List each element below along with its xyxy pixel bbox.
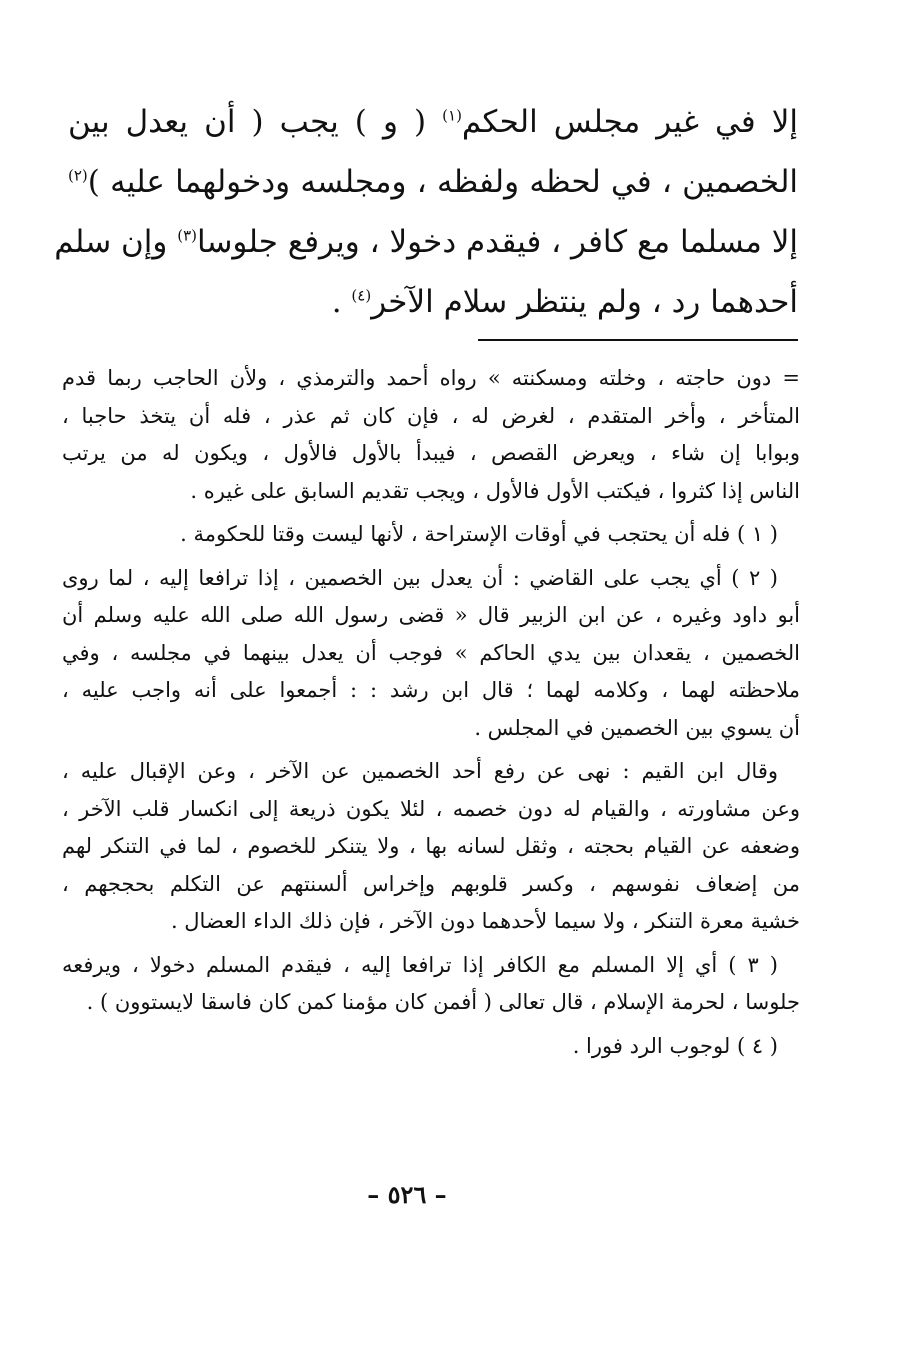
- page-number: – ٥٢٦ –: [367, 1180, 447, 1209]
- footnote-line: المتأخر ، وأخر المتقدم ، لغرض له ، فإن كان ثم عذر ، فله أن يتخذ حاجبا ،: [62, 403, 800, 428]
- footnote-line: من إضعاف نفوسهم ، وكسر قلوبهم وإخراس ألسنتهم عن التكلم بحججهم ،: [62, 871, 800, 896]
- footnote-continuation: [62, 360, 800, 510]
- footnote-line: ( ٣ ) أي إلا المسلم مع الكافر إذا ترافعا إليه ، فيقدم المسلم دخولا ، ويرفعه: [62, 952, 778, 977]
- footnote-line: وعن مشاورته ، والقيام له دون خصمه ، لئلا يكون ذريعة إلى انكسار قلب الآخر ،: [62, 796, 800, 821]
- footnote-marker-3: (٣): [177, 226, 198, 245]
- footnote-line: أبو داود وغيره ، عن ابن الزبير قال « قضى رسول الله صلى الله عليه وسلم أن: [62, 603, 800, 627]
- footnote-marker-2: (٢): [68, 166, 88, 185]
- footnote-line: ملاحظته لهما ، وكلامه لهما ؛ قال ابن رشد : : أجمعوا على أنه واجب عليه ،: [62, 678, 800, 702]
- footnote-line: الناس إذا كثروا ، فيكتب الأول فالأول ، ويجب تقديم السابق على غيره .: [190, 478, 800, 503]
- main-text-block: [54, 92, 798, 332]
- footnote-line: وقال ابن القيم : نهى عن رفع أحد الخصمين عن الآخر ، وعن الإقبال عليه ،: [62, 759, 778, 783]
- footnote-line: أن يسوي بين الخصمين في المجلس .: [474, 715, 800, 740]
- footnote-marker-1: (١): [442, 106, 462, 125]
- main-text-line-3: إلا مسلما مع كافر ، فيقدم دخولا ، ويرفع جلوسا$^{(٣)}$ وإن سلم: [54, 224, 798, 260]
- footnote-line: جلوسا ، لحرمة الإسلام ، قال تعالى ( أفمن كان مؤمنا كمن كان فاسقا لايستوون ) .: [86, 990, 800, 1014]
- footnote-line: وبوابا إن شاء ، ويعرض القصص ، فيبدأ بالأول فالأول ، ويكون له من يرتب: [62, 441, 800, 465]
- footnote-line: وضعفه عن القيام بحجته ، وثقل لسانه بها ، ولا يتنكر للخصوم ، لما في التنكر لهم: [62, 834, 800, 858]
- footnote-2-continued: [62, 753, 800, 941]
- footnote-3: [62, 947, 800, 1022]
- footnotes: [62, 360, 800, 1071]
- footnote-line: ( ٢ ) أي يجب على القاضي : أن يعدل بين الخصمين ، إذا ترافعا إليه ، لما روى: [62, 565, 778, 590]
- footnote-line: ( ١ ) فله أن يحتجب في أوقات الإستراحة ، لأنها ليست وقتا للحكومة .: [180, 522, 778, 546]
- footnote-separator: [478, 339, 798, 341]
- main-text: [54, 92, 798, 332]
- footnote-line: = دون حاجته ، وخلته ومسكنته » رواه أحمد والترمذي ، ولأن الحاجب ربما قدم: [62, 366, 800, 390]
- main-text-line-4: أحدهما رد ، ولم ينتظر سلام الآخر$^{(٤)}$ .: [331, 284, 798, 320]
- footnote-line: الخصمين ، يقعدان بين يدي الحاكم » فوجب أن يعدل بينهما في مجلسه ، وفي: [62, 640, 800, 665]
- footnote-2: [62, 560, 800, 748]
- footnote-1: [62, 516, 800, 554]
- footnote-line: ( ٤ ) لوجوب الرد فورا .: [572, 1033, 778, 1058]
- main-text-line-2: الخصمين ، في لحظه ولفظه ، ومجلسه ودخولهما عليه )$^{(٢)}$: [68, 164, 798, 200]
- footnote-marker-4: (٤): [351, 286, 372, 305]
- main-text-line-1: إلا في غير مجلس الحكم$^{(١)}$ ( و ) يجب ( أن يعدل بين: [68, 104, 798, 140]
- footnote-line: خشية معرة التنكر ، ولا سيما لأحدهما دون الآخر ، فإن ذلك الداء العضال .: [170, 909, 800, 933]
- footnote-4: [62, 1028, 800, 1066]
